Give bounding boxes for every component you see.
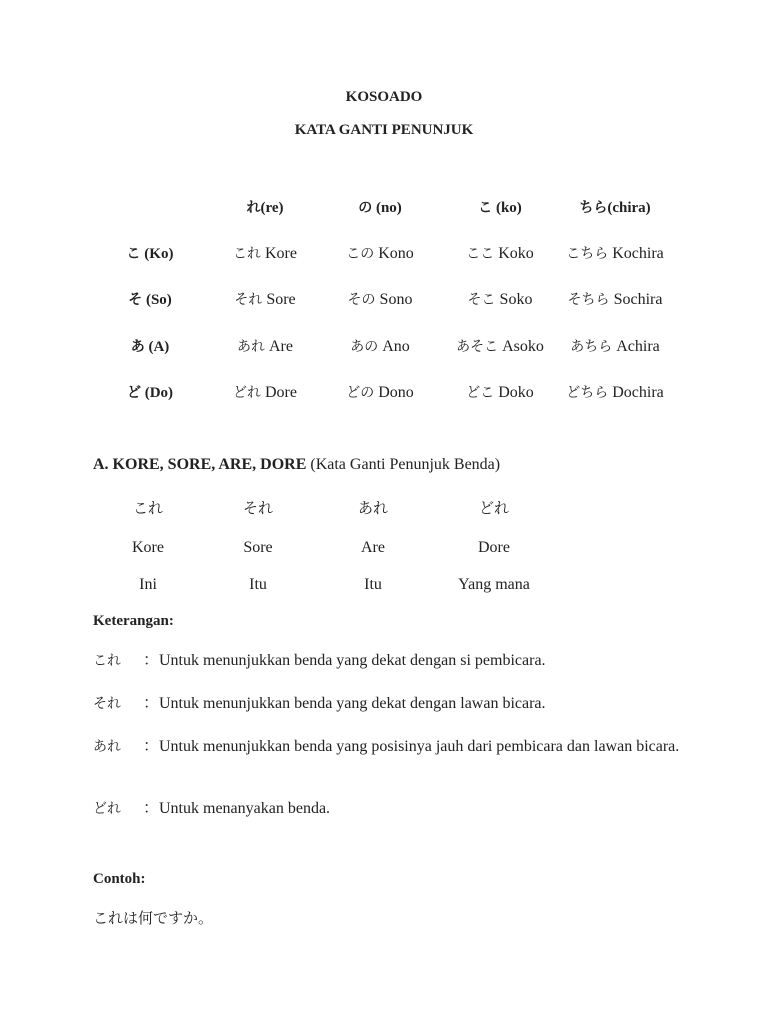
cell-romaji: Dono [374, 384, 414, 401]
row-label-romaji: (A) [144, 339, 170, 355]
section-a-heading [93, 456, 500, 474]
column-header-romaji: (chira) [607, 200, 651, 216]
cell-romaji: Dochira [608, 384, 664, 401]
table-cell [455, 336, 545, 356]
cell-jp: どの [346, 385, 375, 401]
table-cell [220, 336, 310, 356]
cell-romaji: Soko [495, 291, 533, 308]
cell-romaji: Kochira [608, 245, 664, 262]
table-cell [220, 289, 310, 309]
cell-jp: あそこ [456, 339, 499, 355]
keterangan-item [93, 736, 693, 758]
word-romaji: Are [361, 539, 385, 556]
table-cell [335, 382, 425, 402]
row-label-romaji: (Do) [140, 385, 174, 401]
cell-romaji: Sono [375, 291, 413, 308]
cell-romaji: Sochira [609, 291, 663, 308]
column-header-ko [455, 197, 545, 217]
cell-romaji: Koko [494, 245, 534, 262]
table-cell [335, 289, 425, 309]
column-header-chira [560, 197, 670, 217]
row-label [110, 243, 190, 263]
table-cell [335, 336, 425, 356]
column-header-no [335, 197, 425, 217]
keterangan-term: これ [93, 653, 121, 669]
keterangan-text: ：Untuk menunjukkan benda yang posisinya jauh dari pembicara dan lawan bicara. [143, 738, 680, 755]
row-label [110, 382, 190, 402]
word-meaning: Itu [364, 576, 382, 593]
column-header-romaji: (ko) [492, 200, 522, 216]
table-cell [455, 289, 545, 309]
keterangan-item [93, 650, 693, 672]
cell-romaji: Sore [262, 291, 296, 308]
cell-jp: これ [233, 246, 261, 262]
column-header-jp: こ [478, 200, 493, 216]
row-label-jp: こ [126, 246, 141, 262]
table-cell [455, 382, 545, 402]
keterangan-label: Keterangan: [93, 613, 174, 629]
column-header-jp: ちら [579, 200, 608, 216]
contoh-example: これは何ですか。 [93, 909, 214, 927]
column-header-jp: の [358, 200, 373, 216]
row-label-romaji: (So) [142, 292, 172, 308]
keterangan-term: あれ [93, 739, 121, 755]
row-label [110, 289, 190, 309]
cell-jp: この [346, 246, 375, 262]
word-meaning: Ini [139, 576, 157, 593]
word-romaji: Dore [478, 539, 510, 556]
column-header-re [220, 197, 310, 217]
column-header-romaji: (re) [260, 200, 284, 216]
keterangan-term: どれ [93, 801, 121, 817]
word-romaji: Sore [243, 539, 273, 556]
section-a-heading-bold: A. KORE, SORE, ARE, DORE [93, 456, 307, 473]
column-header-jp: れ [246, 200, 261, 216]
word-jp: それ [242, 499, 273, 517]
cell-jp: そこ [467, 292, 496, 308]
cell-jp: どちら [566, 385, 609, 401]
cell-romaji: Asoko [498, 338, 544, 355]
page-title: KOSOADO [345, 89, 423, 105]
row-label-jp: ど [126, 385, 141, 401]
cell-romaji: Kono [374, 245, 414, 262]
word-romaji: Kore [132, 539, 164, 556]
section-a-heading-rest: (Kata Ganti Penunjuk Benda) [306, 456, 501, 473]
table-cell [560, 336, 670, 356]
keterangan-term: それ [93, 696, 121, 712]
keterangan-item [93, 693, 693, 715]
cell-jp: ここ [466, 246, 495, 262]
cell-jp: どれ [233, 385, 261, 401]
keterangan-text: ：Untuk menanyakan benda. [143, 800, 331, 817]
word-jp: どれ [478, 499, 509, 517]
keterangan-text: ：Untuk menunjukkan benda yang dekat dengan lawan bicara. [143, 695, 546, 712]
cell-jp: どこ [466, 385, 495, 401]
page-subtitle: KATA GANTI PENUNJUK [294, 122, 474, 138]
row-label-romaji: (Ko) [140, 246, 174, 262]
column-header-romaji: (no) [372, 200, 402, 216]
word-meaning: Itu [249, 576, 267, 593]
table-cell [560, 289, 670, 309]
table-cell [220, 243, 310, 263]
cell-jp: あの [350, 339, 379, 355]
cell-romaji: Achira [612, 338, 660, 355]
word-jp: あれ [357, 499, 388, 517]
row-label-jp: そ [128, 292, 143, 308]
cell-jp: その [347, 292, 376, 308]
cell-jp: こちら [566, 246, 609, 262]
cell-romaji: Kore [261, 245, 297, 262]
word-meaning: Yang mana [458, 576, 530, 593]
keterangan-text: ：Untuk menunjukkan benda yang dekat dengan si pembicara. [143, 652, 546, 669]
word-jp: これ [132, 499, 163, 517]
cell-jp: そちら [567, 292, 610, 308]
keterangan-item [93, 798, 693, 820]
cell-romaji: Doko [494, 384, 534, 401]
cell-romaji: Are [265, 338, 293, 355]
table-cell [455, 243, 545, 263]
cell-romaji: Ano [378, 338, 410, 355]
table-cell [560, 243, 670, 263]
contoh-label: Contoh: [93, 871, 146, 887]
cell-jp: あちら [570, 339, 613, 355]
cell-jp: あれ [237, 339, 265, 355]
cell-romaji: Dore [261, 384, 297, 401]
table-cell [560, 382, 670, 402]
row-label-jp: あ [130, 339, 145, 355]
table-cell [335, 243, 425, 263]
row-label [110, 336, 190, 356]
cell-jp: それ [234, 292, 263, 308]
table-cell [220, 382, 310, 402]
